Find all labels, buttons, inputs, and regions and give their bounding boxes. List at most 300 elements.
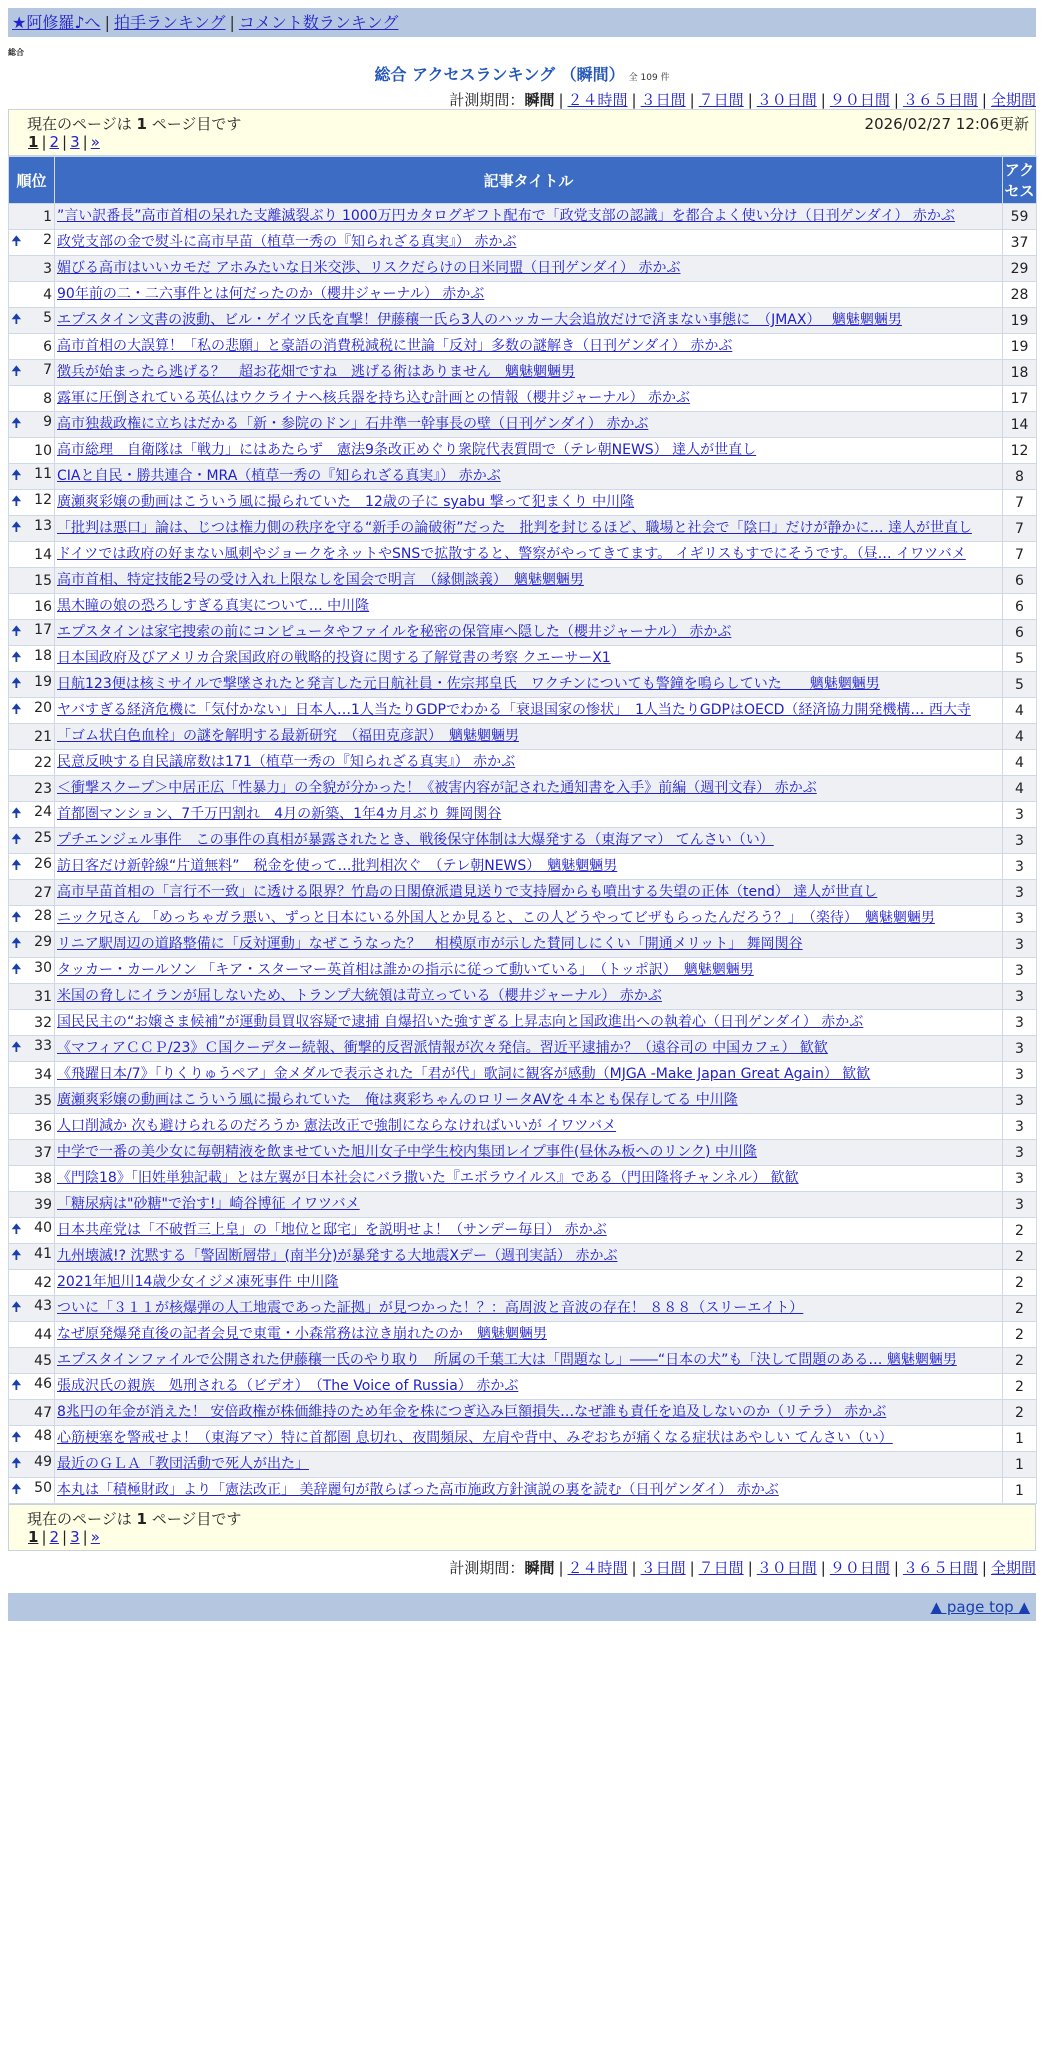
article-link[interactable]: 首都圏マンション、7千万円割れ 4月の新築、1年4カ月ぶり 舞岡関谷 [57,806,502,822]
article-link[interactable]: 政党支部の金で熨斗に高市早苗（植草一秀の『知られざる真実』） 赤かぶ [57,234,517,250]
period-selector-bottom [8,1557,1036,1577]
rank-number: 8 [43,390,52,407]
page-status-pre: 現在のページは [27,115,137,133]
title-cell [55,880,1003,906]
title-cell [55,1244,1003,1270]
rank-cell [9,672,55,698]
article-link[interactable]: 国民民主の“お嬢さま候補”が運動員買収容疑で逮捕 自爆招いた強すぎる上昇志向と国政進出への執着心（日刊ゲンダイ） 赤かぶ [57,1014,864,1030]
access-count: 7 [1003,542,1037,568]
rank-number: 3 [43,260,52,277]
title-cell [55,204,1003,230]
article-link[interactable]: ついに「３１１が核爆弾の人工地震であった証拠」が見つかった！？：高周波と音波の存在！ ８８８（スリーエイト） [57,1300,804,1316]
title-cell [55,1270,1003,1296]
table-row [9,1088,1037,1114]
title-cell [55,1166,1003,1192]
article-link[interactable]: エプスタイン文書の波動、ビル・ゲイツ氏を直撃！伊藤穰一氏ら3人のハッカー大会追放だけで済まない事態に （JMAX） 魑魅魍魎男 [57,312,902,328]
access-count: 4 [1003,698,1037,724]
access-count: 37 [1003,230,1037,256]
rank-number: 15 [34,572,52,589]
table-row [9,958,1037,984]
page-status [27,113,241,133]
page-status [27,1508,241,1528]
rank-cell [9,880,55,906]
article-link[interactable]: 張成沢氏の親族 処刑される（ビデオ） （The Voice of Russia） 赤かぶ [57,1378,519,1394]
pager-links [28,1528,1029,1548]
rank-number: 1 [43,208,52,225]
table-row [9,1218,1037,1244]
access-count: 2 [1003,1322,1037,1348]
table-row [9,802,1037,828]
title-cell [55,958,1003,984]
title-cell [55,1478,1003,1504]
access-count: 6 [1003,620,1037,646]
article-link[interactable]: 媚びる高市はいいカモだ アホみたいな日米交渉、リスクだらけの日米同盟（日刊ゲンダイ） 赤かぶ [57,260,681,276]
page-link[interactable]: 3 [70,133,80,151]
rank-cell [9,932,55,958]
title-cell [55,230,1003,256]
footer-bar [8,1593,1036,1621]
rank-number: 43 [34,1297,52,1314]
period-current: 瞬間 [524,1559,555,1577]
access-count: 2 [1003,1270,1037,1296]
table-row [9,724,1037,750]
title-cell [55,282,1003,308]
title-cell [55,802,1003,828]
table-row [9,854,1037,880]
access-count: 2 [1003,1348,1037,1374]
rank-number: 21 [34,728,52,745]
article-link[interactable]: 廣瀬爽彩嬢の動画はこういう風に撮られていた 俺は爽彩ちゃんのロリータAVを４本とも保存してる 中川隆 [57,1092,738,1108]
article-link[interactable]: エプスタインは家宅捜索の前にコンピュータやファイルを秘密の保管庫へ隠した（櫻井ジャーナル） 赤かぶ [57,624,732,640]
up-arrow-icon: 🠉 [11,831,22,847]
article-link[interactable]: ＜衝撃スクープ＞中居正広「性暴力」の全貌が分かった！《被害内容が記された通知書を入手》前編（週刊文春） 赤かぶ [57,780,817,796]
period-separator: | [981,91,987,109]
article-link[interactable]: 高市首相、特定技能2号の受け入れ上限なしを国会で明言 （縁側談義） 魑魅魍魎男 [57,572,584,588]
title-cell [55,698,1003,724]
article-link[interactable]: 徴兵が始まったら逃げる？ 超お花畑ですね 逃げる術はありません 魑魅魍魎男 [57,364,575,380]
article-link[interactable]: 2021年旭川14歳少女イジメ凍死事件 中川隆 [57,1274,339,1290]
page-title-text: 総合 アクセスランキング （瞬間） [374,65,625,84]
access-count: 3 [1003,1088,1037,1114]
rank-number: 12 [34,491,52,508]
article-link[interactable]: 露軍に圧倒されている英仏はウクライナへ核兵器を持ち込む計画との情報（櫻井ジャーナル） 赤かぶ [57,390,691,406]
table-row [9,1192,1037,1218]
title-cell [55,490,1003,516]
access-count: 12 [1003,438,1037,464]
rank-cell [9,386,55,412]
rank-cell [9,516,55,542]
up-arrow-icon: 🠉 [11,623,22,639]
access-count: 8 [1003,464,1037,490]
access-count: 3 [1003,1140,1037,1166]
rank-number: 30 [34,959,52,976]
access-count: 3 [1003,802,1037,828]
rank-cell [9,308,55,334]
pager-separator: | [41,133,47,151]
rank-cell [9,594,55,620]
rank-cell [9,1478,55,1504]
table-row [9,1400,1037,1426]
period-link[interactable]: ３０日間 [756,1559,817,1577]
article-link[interactable]: 《門陰18》「旧姓単独記載」とは左翼が日本社会にバラ撒いた『エボラウイルス』である（門田隆将チャンネル） 歓歓 [57,1170,799,1186]
table-row [9,1452,1037,1478]
page-status-post: ページ目です [146,1510,242,1528]
article-link[interactable]: 《飛躍日本/7》「りくりゅうペア」金メダルで表示された「君が代」歌詞に観客が感動（MJGA -Make Japan Great Again） 歓歓 [57,1066,871,1082]
access-count: 4 [1003,724,1037,750]
rank-number: 11 [34,465,52,482]
article-link[interactable]: CIAと自民・勝共連合・MRA（植草一秀の『知られざる真実』） 赤かぶ [57,468,501,484]
rank-cell [9,1348,55,1374]
article-link[interactable]: 高市首相の大誤算！「私の悲願」と豪語の消費税減税に世論「反対」多数の謎解き（日刊ゲンダイ） 赤かぶ [57,338,733,354]
rank-number: 2 [43,231,52,248]
rank-number: 14 [34,546,52,563]
period-link[interactable]: 全期間 [990,1559,1036,1577]
page-status-number: 1 [136,1510,147,1528]
clap-ranking-link[interactable]: 拍手ランキング [113,13,226,32]
page-link[interactable]: 2 [49,1528,60,1546]
access-header: アクセス [1003,157,1037,204]
table-row [9,204,1037,230]
rank-cell [9,1036,55,1062]
article-link[interactable]: 「糖尿病は"砂糖"で治す!」崎谷博征 イワツバメ [57,1196,360,1212]
title-cell [55,1218,1003,1244]
table-row [9,620,1037,646]
article-link[interactable]: ドイツでは政府の好まない風刺やジョークをネットやSNSで拡散すると、警察がやってきてます。 イギリスもすでにそうです。（昼… イワツバメ [57,546,966,562]
title-cell [55,360,1003,386]
period-link[interactable]: ９０日間 [829,91,890,109]
access-count: 7 [1003,516,1037,542]
article-link[interactable]: タッカー・カールソン 「キア・スターマー英首相は誰かの指示に従って動いている」 （トッポ訳） 魑魅魍魎男 [57,962,754,978]
access-count: 28 [1003,282,1037,308]
rank-cell [9,412,55,438]
access-count: 18 [1003,360,1037,386]
period-link[interactable]: ３日間 [640,1559,686,1577]
page-top-link[interactable]: ▲ page top ▲ [930,1598,1030,1616]
title-cell [55,750,1003,776]
up-arrow-icon: 🠉 [11,519,22,535]
rank-number: 16 [34,598,52,615]
period-current: 瞬間 [524,91,555,109]
table-row [9,490,1037,516]
article-link[interactable]: 本丸は「積極財政」より「憲法改正」 美辞麗句が散らばった高市施政方針演説の裏を読む（日刊ゲンダイ） 赤かぶ [57,1482,779,1498]
pager-box-bottom [8,1504,1036,1551]
rank-number: 13 [34,517,52,534]
period-link[interactable]: ３０日間 [756,91,817,109]
period-separator: | [893,91,899,109]
access-count: 17 [1003,386,1037,412]
title-cell [55,1296,1003,1322]
table-row [9,1426,1037,1452]
access-count: 6 [1003,594,1037,620]
access-count: 19 [1003,308,1037,334]
rank-number: 49 [34,1453,52,1470]
rank-number: 24 [34,803,52,820]
up-arrow-icon: 🠉 [11,805,22,821]
article-link[interactable]: 最近のＧＬＡ「教団活動で死人が出た」 [57,1456,309,1472]
rank-number: 25 [34,829,52,846]
title-cell [55,776,1003,802]
access-count: 7 [1003,490,1037,516]
rank-cell [9,698,55,724]
comment-ranking-link[interactable]: コメント数ランキング [238,13,399,32]
title-cell [55,464,1003,490]
article-link[interactable]: 民意反映する自民議席数は171（植草一秀の『知られざる真実』） 赤かぶ [57,754,516,770]
rank-number: 29 [34,933,52,950]
rank-cell [9,490,55,516]
rank-number: 41 [34,1245,52,1262]
rank-number: 46 [34,1375,52,1392]
rank-cell [9,1244,55,1270]
rank-cell [9,1426,55,1452]
up-arrow-icon: 🠉 [11,415,22,431]
rank-cell [9,204,55,230]
rank-cell [9,334,55,360]
up-arrow-icon: 🠉 [11,1481,22,1497]
table-row [9,1296,1037,1322]
rank-cell [9,776,55,802]
table-row [9,646,1037,672]
access-count: 3 [1003,1036,1037,1062]
rank-cell [9,438,55,464]
period-link[interactable]: ７日間 [698,1559,744,1577]
rank-cell [9,1114,55,1140]
article-link[interactable]: 黒木瞳の娘の恐ろしすぎる真実について… 中川隆 [57,598,370,614]
pager-separator: | [62,133,68,151]
article-link[interactable]: リニア駅周辺の道路整備に「反対運動」なぜこうなった？ 相模原市が示した賛同しにくい「開通メリット」 舞岡関谷 [57,936,803,952]
ranking-table [8,156,1037,1504]
page-status-post: ページ目です [146,115,242,133]
period-link[interactable]: ９０日間 [829,1559,890,1577]
article-link[interactable]: プチエンジェル事件 この事件の真相が暴露されたとき、戦後保守体制は大爆発する（東海アマ） てんさい（い） [57,832,774,848]
title-cell [55,542,1003,568]
up-arrow-icon: 🠉 [11,909,22,925]
table-row [9,360,1037,386]
rank-cell [9,282,55,308]
access-count: 3 [1003,854,1037,880]
rank-cell [9,958,55,984]
article-link[interactable]: 日本共産党は「不破哲三上皇」の「地位と邸宅」を説明せよ！（サンデー毎日） 赤かぶ [57,1222,607,1238]
access-count: 14 [1003,412,1037,438]
article-link[interactable]: 中学で一番の美少女に毎朝精液を飲ませていた旭川女子中学生校内集団レイプ事件(昼休み板へのリンク) 中川隆 [57,1144,757,1160]
article-link[interactable]: ”言い訳番長”高市首相の呆れた支離滅裂ぶり 1000万円カタログギフト配布で「政党支部の認識」を都合よく使い分け（日刊ゲンダイ） 赤かぶ [57,208,955,224]
rank-cell [9,1218,55,1244]
rank-number: 36 [34,1118,52,1135]
article-link[interactable]: 高市早苗首相の「言行不一致」に透ける限界？竹島の日閣僚派遣見送りで支持層からも噴出する失望の正体（tend） 達人が世直し [57,884,878,900]
rank-number: 37 [34,1144,52,1161]
rank-number: 19 [34,673,52,690]
access-count: 3 [1003,984,1037,1010]
title-cell [55,1140,1003,1166]
article-link[interactable]: 「ゴム状白色血栓」の謎を解明する最新研究 （福田克彦訳） 魑魅魍魎男 [57,728,519,744]
pager-separator: | [82,1528,88,1546]
up-arrow-icon: 🠉 [11,1221,22,1237]
access-count: 19 [1003,334,1037,360]
title-cell [55,1010,1003,1036]
article-link[interactable]: 訪日客だけ新幹線“片道無料” 税金を使って…批判相次ぐ （テレ朝NEWS） 魑魅魍魎男 [57,858,618,874]
pager-separator: | [82,133,88,151]
article-link[interactable]: エプスタインファイルで公開された伊藤穰一氏のやり取り 所属の千葉工大は「問題なし」――“日本の犬”も「決して問題のある… 魑魅魍魎男 [57,1352,957,1368]
access-count: 3 [1003,906,1037,932]
article-link[interactable]: 人口削減か 次も避けられるのだろうか 憲法改正で強制にならなければいいが イワツバメ [57,1118,617,1134]
rank-number: 34 [34,1066,52,1083]
rank-number: 39 [34,1196,52,1213]
table-row [9,828,1037,854]
period-selector [8,89,1036,109]
article-link[interactable]: 高市総理 自衛隊は「戦力」にはあたらず 憲法9条改正めぐり衆院代表質問で（テレ朝NEWS） 達人が世直し [57,442,757,458]
table-row [9,412,1037,438]
pager-status-row [27,1508,1029,1528]
up-arrow-icon: 🠉 [11,311,22,327]
current-page: 1 [28,1528,39,1546]
access-count: 1 [1003,1426,1037,1452]
period-separator: | [893,1559,899,1577]
title-cell [55,334,1003,360]
access-count: 2 [1003,1400,1037,1426]
next-page-link[interactable]: » [90,133,100,151]
period-link[interactable]: ２４時間 [567,1559,628,1577]
article-link[interactable]: 高市独裁政権に立ちはだかる「新・参院のドン」石井準一幹事長の壁（日刊ゲンダイ） 赤かぶ [57,416,649,432]
rank-cell [9,906,55,932]
page-status-number: 1 [136,115,147,133]
period-link[interactable]: ７日間 [698,91,744,109]
up-arrow-icon: 🠉 [11,675,22,691]
rank-number: 4 [43,286,52,303]
period-link[interactable]: ３日間 [640,91,686,109]
up-arrow-icon: 🠉 [11,935,22,951]
article-link[interactable]: 《マフィアＣＣＰ/23》Ｃ国クーデター続報、衝撃的反習派情報が次々発信。習近平逮捕か？（遠谷司の 中国カフェ） 歓歓 [57,1040,828,1056]
up-arrow-icon: 🠉 [11,649,22,665]
table-row [9,1322,1037,1348]
article-link[interactable]: なぜ原発爆発直後の記者会見で東電・小森常務は泣き崩れたのか 魑魅魍魎男 [57,1326,547,1342]
title-cell [55,386,1003,412]
period-label: 計測期間： [449,91,525,109]
access-count: 29 [1003,256,1037,282]
up-arrow-icon: 🠉 [11,1299,22,1315]
page-link[interactable]: 2 [49,133,60,151]
rank-number: 27 [34,884,52,901]
access-count: 3 [1003,880,1037,906]
period-link[interactable]: 全期間 [990,91,1036,109]
article-link[interactable]: ヤバすぎる経済危機に「気付かない」日本人…1人当たりGDPでわかる「衰退国家の惨状」 1人当たりGDPはOECD（経済協力開発機構… 西大寺 [57,702,971,718]
rank-number: 33 [34,1037,52,1054]
period-separator: | [689,1559,695,1577]
article-link[interactable]: 米国の脅しにイランが屈しないため、トランプ大統領は苛立っている（櫻井ジャーナル） 赤かぶ [57,988,662,1004]
title-cell [55,1062,1003,1088]
period-link[interactable]: ３６５日間 [902,91,978,109]
rank-number: 28 [34,907,52,924]
article-link[interactable]: 心筋梗塞を警戒せよ！（東海アマ）特に首都圏 息切れ、夜間頻尿、左肩や背中、みぞおちが痛くなる症状はあやしい てんさい（い） [57,1430,893,1446]
up-arrow-icon: 🠉 [11,1429,22,1445]
current-page: 1 [28,133,39,151]
up-arrow-icon: 🠉 [11,1377,22,1393]
rank-number: 17 [34,621,52,638]
title-cell [55,412,1003,438]
title-cell [55,308,1003,334]
table-row [9,438,1037,464]
article-link[interactable]: 日航123便は核ミサイルで撃墜されたと発言した元日航社員・佐宗邦皇氏 ワクチンについても警鐘を鳴らしていた 魑魅魍魎男 [57,676,880,692]
access-count: 3 [1003,958,1037,984]
up-arrow-icon: 🠉 [11,233,22,249]
article-link[interactable]: 8兆円の年金が消えた！ 安倍政権が株価維持のため年金を株につぎ込み巨額損失…なぜ誰も責任を追及しないのか（リテラ） 赤かぶ [57,1404,887,1420]
page-title [8,62,1036,85]
table-row [9,984,1037,1010]
access-count: 3 [1003,1010,1037,1036]
rank-number: 10 [34,442,52,459]
table-row [9,334,1037,360]
rank-number: 22 [34,754,52,771]
period-separator: | [558,1559,564,1577]
title-cell [55,438,1003,464]
title-cell [55,1322,1003,1348]
table-row [9,698,1037,724]
page-status-pre: 現在のページは [27,1510,137,1528]
rank-cell [9,1088,55,1114]
title-cell [55,594,1003,620]
rank-number: 38 [34,1170,52,1187]
title-cell [55,516,1003,542]
rank-number: 18 [34,647,52,664]
top-nav [8,8,1036,37]
rank-header: 順位 [9,157,55,204]
period-separator: | [981,1559,987,1577]
table-row [9,1166,1037,1192]
period-link[interactable]: ３６５日間 [902,1559,978,1577]
article-link[interactable]: 90年前の二・二六事件とは何だったのか（櫻井ジャーナル） 赤かぶ [57,286,485,302]
table-row [9,1114,1037,1140]
table-row [9,230,1037,256]
article-link[interactable]: 日本国政府及びアメリカ合衆国政府の戦略的投資に関する了解覚書の考察 クエーサーX1 [57,650,611,666]
access-count: 3 [1003,1192,1037,1218]
rank-cell [9,1140,55,1166]
title-header: 記事タイトル [55,157,1003,204]
table-row [9,1062,1037,1088]
page-link[interactable]: 3 [70,1528,80,1546]
up-arrow-icon: 🠉 [11,493,22,509]
table-row [9,1244,1037,1270]
period-separator: | [689,91,695,109]
up-arrow-icon: 🠉 [11,1455,22,1471]
article-link[interactable]: 廣瀬爽彩嬢の動画はこういう風に撮られていた 12歳の子に syabu 撃って犯まくり 中川隆 [57,494,635,510]
table-row [9,568,1037,594]
period-separator: | [631,1559,637,1577]
pager-links [28,133,1029,153]
pager-status-row [27,113,1029,133]
period-link[interactable]: ２４時間 [567,91,628,109]
table-row [9,464,1037,490]
rank-number: 44 [34,1326,52,1343]
updated-timestamp: 2026/02/27 12:06更新 [864,115,1029,133]
article-link[interactable]: 九州壊滅!? 沈黙する「警固断層帯」(南半分)が暴発する大地震Xデー（週刊実話） 赤かぶ [57,1248,618,1264]
rank-number: 48 [34,1427,52,1444]
access-count: 3 [1003,1166,1037,1192]
title-cell [55,1114,1003,1140]
table-row [9,1270,1037,1296]
home-link[interactable]: ★阿修羅♪へ [12,13,101,32]
table-row [9,750,1037,776]
table-row [9,256,1037,282]
period-separator: | [820,91,826,109]
next-page-link[interactable]: » [90,1528,100,1546]
up-arrow-icon: 🠉 [11,857,22,873]
rank-number: 7 [43,361,52,378]
access-count: 1 [1003,1452,1037,1478]
access-count: 1 [1003,1478,1037,1504]
table-row [9,308,1037,334]
article-link[interactable]: ニック兄さん 「めっちゃガラ悪い、ずっと日本にいる外国人とか見ると、この人どうやってビザもらったんだろう？」 （楽待） 魑魅魍魎男 [57,910,935,926]
article-link[interactable]: 「批判は悪口」論は、じつは権力側の秩序を守る“新手の論破術”だった 批判を封じるほど、職場と社会で「陰口」だけが静かに… 達人が世直し [57,520,972,536]
table-row [9,1010,1037,1036]
period-label: 計測期間： [449,1559,525,1577]
